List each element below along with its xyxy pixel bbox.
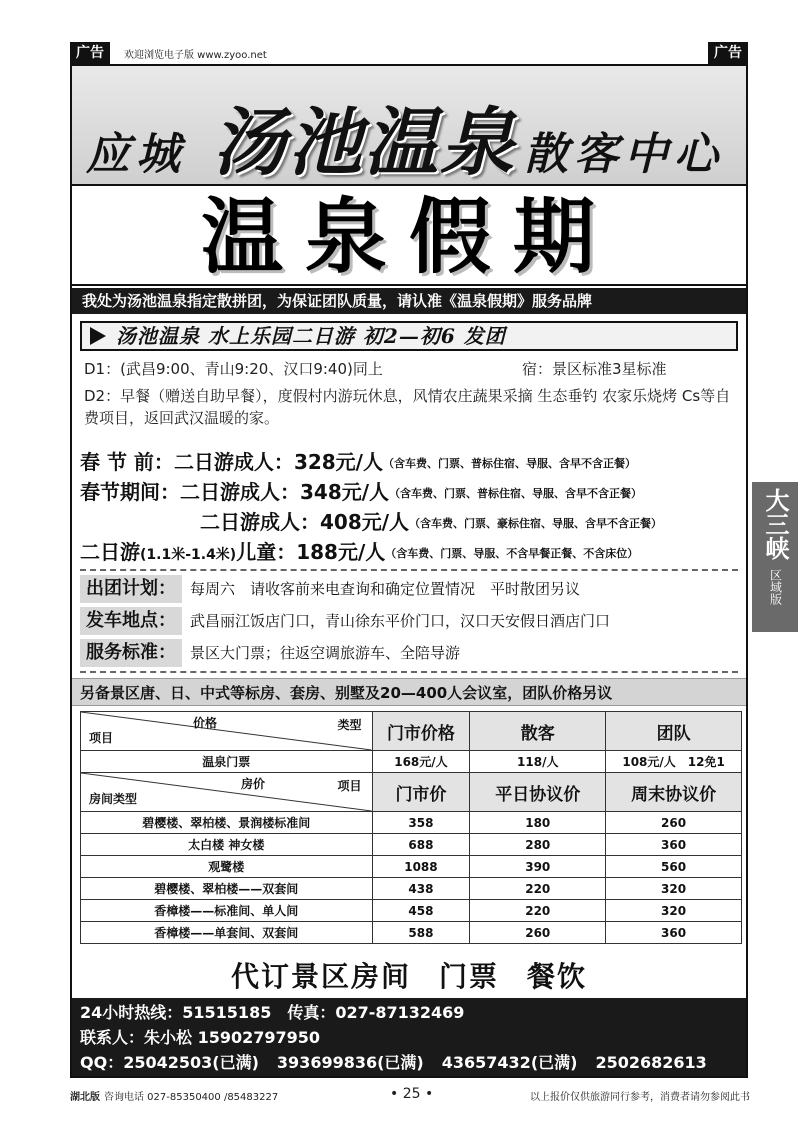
price-value: 408元/人 [320, 510, 410, 534]
price-row [80, 446, 636, 474]
extra-bar: 另备景区唐、日、中式等标房、套房、别墅及20—400人会议室，团队价格另议 [72, 678, 746, 706]
room-price: 180 [470, 812, 606, 834]
room-price: 360 [606, 922, 742, 944]
room-row [81, 900, 742, 922]
play-arrow-icon [90, 327, 106, 345]
region-side-tab [752, 482, 798, 632]
price-table [80, 711, 742, 944]
divider [80, 671, 738, 673]
price-note: （含车费、门票、豪标住宿、导服、含早不含正餐） [409, 517, 663, 530]
room-price: 260 [606, 812, 742, 834]
room-name: 香樟楼——单套间、双套间 [81, 922, 373, 944]
side-tab-title [752, 482, 798, 565]
diagonal-line [81, 712, 372, 750]
price-value: 188元/人 [296, 540, 386, 564]
price-item: 二日游成人： [200, 510, 320, 534]
info-label: 服务标准： [80, 639, 182, 667]
info-label: 发车地点： [80, 607, 182, 635]
corner-top-left: 价格 [193, 716, 218, 730]
corner-top-left: 房价 [241, 777, 266, 791]
info-row [80, 639, 740, 667]
price-note: （含车费、门票、普标住宿、导服、含早不含正餐） [389, 487, 643, 500]
qq-number: 25042503(已满) [123, 1053, 259, 1072]
room-price: 220 [470, 878, 606, 900]
info-text: 每周六 请收客前来电查询和确定位置情况 平时散团另议 [190, 580, 581, 598]
room-price: 588 [372, 922, 470, 944]
room-row [81, 812, 742, 834]
price-period: 春 节 前： [80, 450, 174, 474]
corner-bottom-left: 项目 [89, 731, 114, 745]
room-price: 458 [372, 900, 470, 922]
room-header-cell: 平日协议价 [470, 773, 606, 812]
room-price: 358 [372, 812, 470, 834]
booking-tickets: 门票 [438, 960, 499, 993]
ticket-value: 118/人 [470, 751, 606, 773]
info-text: 武昌丽江饭店门口，青山徐东平价门口，汉口天安假日酒店门口 [190, 612, 611, 630]
room-price: 438 [372, 878, 470, 900]
ticket-value: 168元/人 [372, 751, 470, 773]
footer-left [70, 1088, 278, 1103]
price-row [200, 506, 662, 534]
ticket-value: 108元/人 12免1 [606, 751, 742, 773]
corner-top-right: 类型 [337, 718, 362, 732]
room-row [81, 834, 742, 856]
price-value: 348元/人 [300, 480, 390, 504]
room-name: 观鹭楼 [81, 856, 373, 878]
ticket-header-cell: 门市价格 [372, 712, 470, 751]
room-price: 688 [372, 834, 470, 856]
ticket-header-cell: 团队 [606, 712, 742, 751]
price-row [80, 476, 642, 504]
booking-dining: 餐饮 [527, 960, 588, 993]
price-note: （含车费、门票、普标住宿、导服、含早不含正餐） [383, 457, 636, 470]
qq-number: 393699836(已满) [276, 1053, 424, 1072]
room-row [81, 878, 742, 900]
corner-top-right: 项目 [337, 779, 362, 793]
info-row [80, 575, 740, 603]
room-price: 1088 [372, 856, 470, 878]
room-header-cell: 门市价 [372, 773, 470, 812]
title-city: 应城 [86, 129, 186, 180]
footer-disclaimer: 以上报价仅供旅游同行参考，消费者请勿参阅此书 [530, 1092, 750, 1103]
price-note: （含车费、门票、导服、不含早餐正餐、不含床位） [385, 547, 639, 560]
footer-phone: 咨询电话 027-85350400 /85483227 [104, 1092, 279, 1103]
contact-hotline: 24小时热线：51515185 传真：027-87132469 [80, 1003, 465, 1022]
price-value: 328元/人 [293, 450, 383, 474]
divider [80, 569, 738, 571]
ticket-corner-cell [81, 712, 373, 751]
title-center: 散客中心 [524, 129, 724, 180]
ticket-row [81, 751, 742, 773]
room-name: 香樟楼——标准间、单人间 [81, 900, 373, 922]
contact-person: 联系人：朱小松 15902797950 [80, 1028, 321, 1047]
room-price: 260 [470, 922, 606, 944]
brand-bar: 我处为汤池温泉指定散拼团，为保证团队质量，请认准《温泉假期》服务品牌 [72, 288, 746, 314]
room-row [81, 922, 742, 944]
ad-label-right: 广告 [708, 42, 748, 64]
footer-edition: 湖北版 [70, 1092, 100, 1103]
ticket-header-cell: 散客 [470, 712, 606, 751]
ticket-name: 温泉门票 [81, 751, 373, 773]
room-name: 碧樱楼、翠柏楼——双套间 [81, 878, 373, 900]
room-price: 560 [606, 856, 742, 878]
price-period: 二日游 [80, 540, 140, 564]
price-period: 春节期间： [80, 480, 180, 504]
room-price: 320 [606, 900, 742, 922]
price-height-range: (1.1米-1.4米) [140, 547, 237, 563]
qq-number: 43657432(已满) [441, 1053, 578, 1072]
itinerary-d2: D2：早餐（赠送自助早餐），度假村内游玩休息，风情农庄蔬果采摘 生态垂钓 农家乐烧烤 Cs等自费项目，返回武汉温暖的家。 [84, 387, 731, 427]
headline: 温泉假期 [72, 188, 746, 286]
price-item: 二日游成人： [180, 480, 300, 504]
title-resort: 汤池温泉 [212, 100, 516, 186]
route-banner [80, 321, 738, 351]
price-item: 二日游成人： [173, 450, 294, 474]
side-tab-title-text: 大三峡 [761, 488, 790, 560]
room-price: 360 [606, 834, 742, 856]
room-header-cell: 周末协议价 [606, 773, 742, 812]
room-header-row [81, 773, 742, 812]
route-text: 汤池温泉 水上乐园二日游 初2—初6 发团 [116, 324, 506, 348]
room-price: 390 [470, 856, 606, 878]
itinerary-d1: D1：(武昌9:00、青山9:20、汉口9:40)同上 [84, 360, 383, 378]
ad-frame [70, 64, 748, 1078]
contact-qq [80, 1050, 738, 1075]
ad-label-left: 广告 [70, 42, 110, 64]
booking-banner [72, 956, 746, 998]
room-name: 碧樱楼、翠柏楼、景润楼标准间 [81, 812, 373, 834]
room-price: 220 [470, 900, 606, 922]
page-number: • 25 • [390, 1086, 434, 1102]
qq-label: QQ： [80, 1053, 124, 1072]
side-tab-sub-text: 区域版 [768, 569, 783, 605]
info-text: 景区大门票；往返空调旅游车、全陪导游 [190, 644, 461, 662]
ticket-header-row [81, 712, 742, 751]
room-price: 320 [606, 878, 742, 900]
corner-bottom-left: 房间类型 [89, 792, 138, 806]
side-tab-sub [752, 569, 798, 609]
info-row [80, 607, 740, 635]
site-note: 欢迎浏览电子版 www.zyoo.net [124, 50, 267, 61]
page-footer [70, 1086, 750, 1106]
room-corner-cell [81, 773, 373, 812]
room-row [81, 856, 742, 878]
contact-block [72, 998, 746, 1078]
room-price: 280 [470, 834, 606, 856]
room-name: 太白楼 神女楼 [81, 834, 373, 856]
qq-number: 2502682613 [595, 1053, 707, 1072]
price-item: 儿童： [236, 540, 297, 564]
info-label: 出团计划： [80, 575, 182, 603]
price-row-child [80, 536, 638, 564]
booking-rooms: 代订景区房间 [230, 960, 411, 993]
itinerary-lodging: 宿：景区标准3星标准 [522, 360, 667, 378]
title-band [72, 66, 746, 186]
